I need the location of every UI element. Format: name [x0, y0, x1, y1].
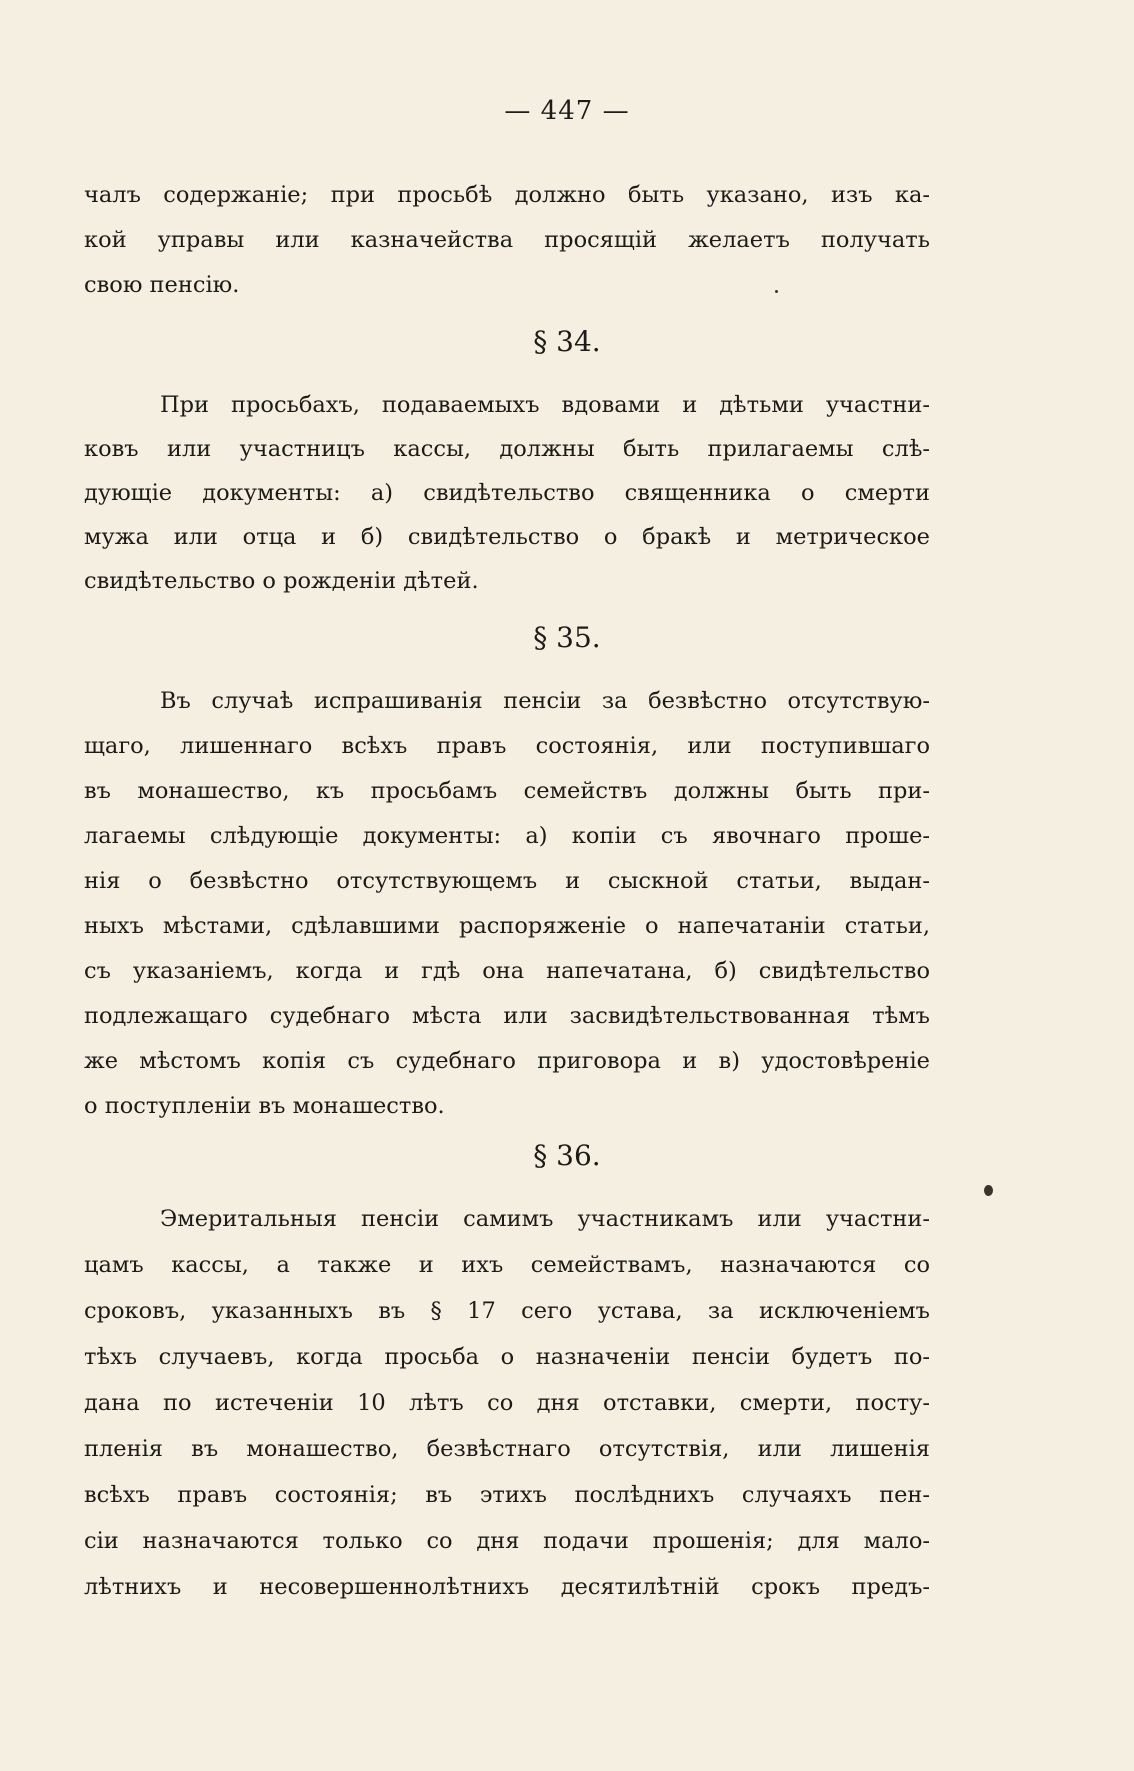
s35-line-9: же мѣстомъ копія съ судебнаго приговора и в) удостовѣреніе	[84, 1048, 930, 1074]
intro-line-2: кой управы или казначейства просящій желаетъ получать	[84, 227, 930, 253]
s35-line-5: нія о безвѣстно отсутствующемъ и сыскной статьи, выдан-	[84, 868, 930, 894]
section-heading-34: § 34.	[533, 325, 601, 358]
s35-line-3: въ монашество, къ просьбамъ семействъ должны быть при-	[84, 778, 930, 804]
s36-line-5: дана по истеченіи 10 лѣтъ со дня отставки, смерти, посту-	[84, 1390, 930, 1416]
s34-line-1: При просьбахъ, подаваемыхъ вдовами и дѣтьми участни-	[160, 392, 930, 418]
section-heading-36: § 36.	[533, 1139, 601, 1172]
s36-line-9: лѣтнихъ и несовершеннолѣтнихъ десятилѣтній срокъ предъ-	[84, 1574, 930, 1600]
s36-line-1: Эмеритальныя пенсіи самимъ участникамъ или участни-	[160, 1206, 930, 1232]
s34-line-5: свидѣтельство о рожденіи дѣтей.	[84, 568, 479, 594]
section-heading-35: § 35.	[533, 621, 601, 654]
s35-line-6: ныхъ мѣстами, сдѣлавшими распоряженіе о напечатаніи статьи,	[84, 913, 930, 939]
intro-line-1: чалъ содержаніе; при просьбѣ должно быть указано, изъ ка-	[84, 182, 930, 208]
intro-line-3: свою пенсію.	[84, 272, 240, 298]
s36-line-6: пленія въ монашество, безвѣстнаго отсутствія, или лишенія	[84, 1436, 930, 1462]
s36-line-4: тѣхъ случаевъ, когда просьба о назначеніи пенсіи будетъ по-	[84, 1344, 930, 1370]
s34-line-3: дующіе документы: а) свидѣтельство священника о смерти	[84, 480, 930, 506]
s36-line-8: сіи назначаются только со дня подачи прошенія; для мало-	[84, 1528, 930, 1554]
s35-line-2: щаго, лишеннаго всѣхъ правъ состоянія, или поступившаго	[84, 733, 930, 759]
s36-line-7: всѣхъ правъ состоянія; въ этихъ послѣднихъ случаяхъ пен-	[84, 1482, 930, 1508]
s34-line-2: ковъ или участницъ кассы, должны быть прилагаемы слѣ-	[84, 436, 930, 462]
s35-line-7: съ указаніемъ, когда и гдѣ она напечатана, б) свидѣтельство	[84, 958, 930, 984]
page-number: — 447 —	[504, 96, 630, 126]
s35-line-4: лагаемы слѣдующіе документы: а) копіи съ явочнаго проше-	[84, 823, 930, 849]
s34-line-4: мужа или отца и б) свидѣтельство о бракѣ и метрическое	[84, 524, 930, 550]
s35-line-10: о поступленіи въ монашество.	[84, 1093, 445, 1119]
s35-line-1: Въ случаѣ испрашиванія пенсіи за безвѣстно отсутствую-	[160, 688, 930, 714]
s36-line-3: сроковъ, указанныхъ въ § 17 сего устава, за исключеніемъ	[84, 1298, 930, 1324]
s35-line-8: подлежащаго судебнаго мѣста или засвидѣтельствованная тѣмъ	[84, 1003, 930, 1029]
ink-speck	[984, 1185, 993, 1196]
s36-line-2: цамъ кассы, а также и ихъ семействамъ, назначаются со	[84, 1252, 930, 1278]
ink-dot	[775, 290, 778, 293]
